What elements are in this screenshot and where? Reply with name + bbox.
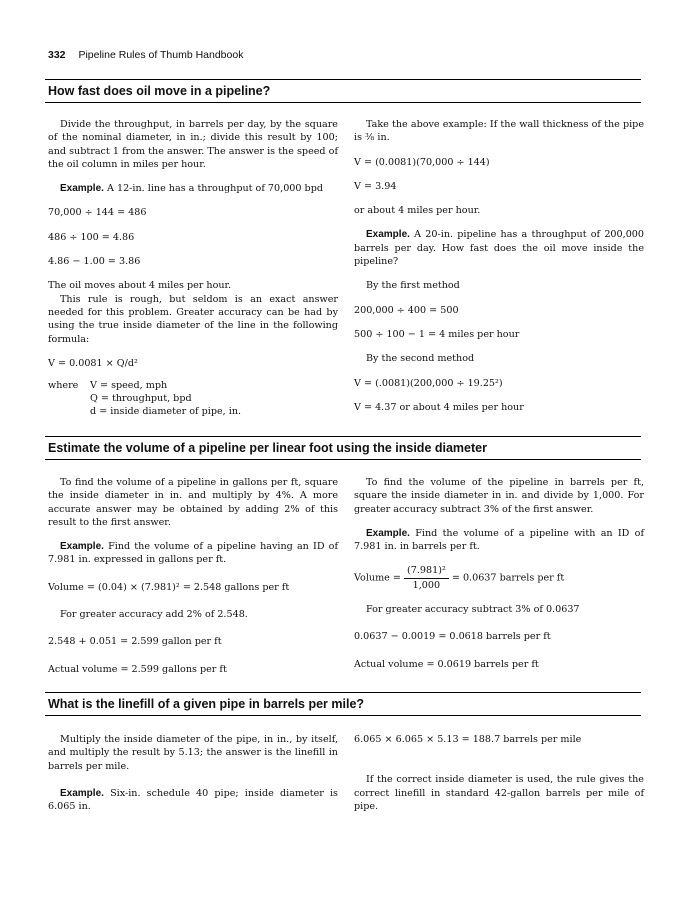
section-title: How fast does oil move in a pipeline? [45, 79, 641, 103]
where-label: where [48, 380, 79, 392]
calc-line: 6.065 × 6.065 × 5.13 = 188.7 barrels per mile [354, 734, 582, 745]
example-label: Example. [366, 527, 410, 539]
section-title: What is the linefill of a given pipe in barrels per mile? [45, 692, 641, 716]
book-title: Pipeline Rules of Thumb Handbook [78, 49, 244, 61]
paragraph: Divide the throughput, in barrels per day, by the square of the nominal diameter, in in.; divide this result by 100; and subtract 1 from the answer. The answer is the speed of the oil column in miles per hour. [48, 119, 338, 170]
paragraph: If the correct inside diameter is used, the rule gives the correct linefill in standard 42-gallon barrels per mile of pipe. [354, 774, 644, 812]
definition: V = speed, mph [90, 380, 168, 392]
method-label: By the second method [366, 353, 475, 365]
calc-line: 0.0637 − 0.0019 = 0.0618 barrels per ft [354, 631, 551, 643]
example-paragraph [48, 540, 338, 567]
paragraph: The oil moves about 4 miles per hour. [48, 280, 232, 292]
s2-left-column [48, 476, 338, 676]
definition: d = inside diameter of pipe, in. [90, 406, 242, 418]
page-number: 332 [48, 49, 66, 61]
calc-line: Actual volume = 2.599 gallons per ft [48, 663, 227, 675]
example-text: A 20-in. pipeline has a throughput of 200,000 barrels per day. How fast does the oil move inside the pipeline? [354, 229, 644, 268]
example-text: Find the volume of a pipeline with an ID of 7.981 in. in barrels per ft. [354, 527, 644, 553]
paragraph: Multiply the inside diameter of the pipe, in in., by itself, and multiply the result by 5.13; the answer is the linefill in barrels per mile. [48, 734, 338, 772]
fraction-numerator: (7.981)² [404, 564, 449, 578]
paragraph: To find the volume of the pipeline in barrels per ft, square the inside diameter in in. and divide by 1,000. For greater accuracy subtract 3% of the first answer. [354, 477, 644, 515]
example-label: Example. [366, 229, 410, 241]
example-label: Example. [60, 787, 104, 799]
s3-left-column [48, 733, 338, 813]
formula: V = 0.0081 × Q/d² [48, 357, 138, 369]
formula: V = 3.94 [354, 180, 397, 192]
calc-line: 2.548 + 0.051 = 2.599 gallon per ft [48, 636, 222, 648]
calc-line: 486 ÷ 100 = 4.86 [48, 231, 135, 243]
section-linefill [45, 692, 641, 716]
example-label: Example. [60, 541, 104, 553]
paragraph: To find the volume of a pipeline in gallons per ft, square the inside diameter in in. and multiply by 4%. A more accurate answer may be obtained by adding 2% of this result to the first answer. [48, 477, 338, 528]
example-paragraph [354, 527, 644, 554]
page-header [48, 49, 243, 61]
calc-line: 200,000 ÷ 400 = 500 [354, 304, 459, 316]
fraction [404, 564, 449, 592]
section-title: Estimate the volume of a pipeline per linear foot using the inside diameter [45, 436, 641, 460]
method-label: By the first method [366, 280, 460, 292]
calc-line: 4.86 − 1.00 = 3.86 [48, 256, 141, 268]
volume-formula [354, 564, 644, 592]
s1-right-column [354, 118, 644, 414]
calc-line: Volume = (0.04) × (7.981)² = 2.548 gallons per ft [48, 581, 290, 593]
formula: V = (0.0081)(70,000 ÷ 144) [354, 156, 490, 168]
paragraph: For greater accuracy add 2% of 2.548. [60, 609, 248, 621]
fraction-denominator: 1,000 [412, 579, 441, 591]
example-paragraph [354, 228, 644, 268]
calc-line: V = 4.37 or about 4 miles per hour [354, 401, 524, 413]
calc-line: Actual volume = 0.0619 barrels per ft [354, 658, 539, 670]
example-text: Find the volume of a pipeline having an ID of 7.981 in. expressed in gallons per ft. [48, 541, 338, 566]
example-paragraph [48, 182, 338, 195]
volume-result: = 0.0637 barrels per ft [451, 572, 565, 584]
calc-line: V = (.0081)(200,000 ÷ 19.25²) [354, 377, 503, 389]
calc-line: 70,000 ÷ 144 = 486 [48, 207, 147, 219]
example-label: Example. [60, 183, 104, 195]
s2-right-column [354, 476, 644, 671]
paragraph: For greater accuracy subtract 3% of 0.0637 [366, 604, 580, 616]
s1-left-column [48, 118, 338, 421]
example-text: A 12-in. line has a throughput of 70,000 bpd [106, 183, 323, 195]
section-oil-speed [45, 79, 641, 103]
paragraph: Take the above example: If the wall thickness of the pipe is ⅜ in. [354, 119, 644, 144]
paragraph: This rule is rough, but seldom is an exact answer needed for this problem. Greater accuracy can be had by using the true inside diameter of the line in the following formula: [48, 293, 338, 345]
variable-definitions [48, 379, 338, 421]
volume-label: Volume = [354, 572, 401, 584]
s3-right-column [354, 733, 644, 813]
calc-line: 500 ÷ 100 − 1 = 4 miles per hour [354, 328, 520, 340]
example-paragraph [48, 787, 338, 814]
example-text: Six-in. schedule 40 pipe; inside diameter is 6.065 in. [48, 787, 338, 813]
paragraph: or about 4 miles per hour. [354, 205, 481, 217]
definition: Q = throughput, bpd [90, 393, 192, 405]
section-volume [45, 436, 641, 460]
